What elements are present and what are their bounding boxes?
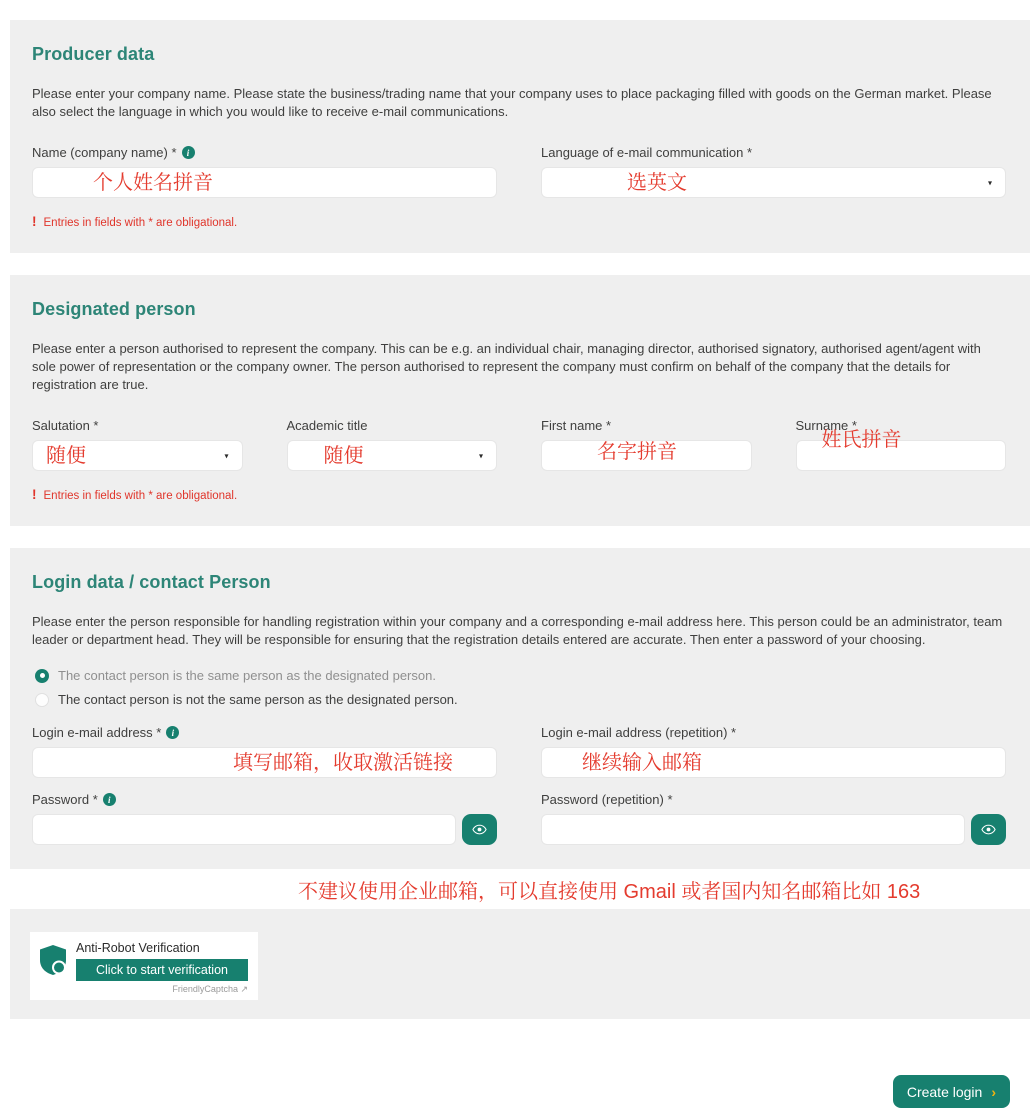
eye-icon (981, 824, 996, 835)
radio-unselected-icon (35, 693, 49, 707)
friendly-captcha-link[interactable]: FriendlyCaptcha ↗ (172, 984, 248, 994)
password-repetition-label (541, 792, 1006, 807)
producer-data-section (10, 20, 1030, 253)
login-email-repetition-field (541, 725, 1006, 778)
designated-warning-text: Entries in fields with * are obligational. (43, 490, 238, 502)
producer-required-warning (32, 214, 1006, 229)
radio-not-same-person-label: The contact person is not the same person as the designated person. (58, 692, 458, 707)
login-email-label-text: Login e-mail address * (32, 725, 162, 740)
login-email-repetition-input[interactable] (542, 748, 1005, 777)
login-section-description: Please enter the person responsible for handling registration within your company and a corresponding e-mail address here. This person could be an administrator, team leader or department head. They will be responsible for ensuring that the registration details entered are accurate. Then enter a password of your choosing. (32, 614, 1003, 647)
info-icon[interactable]: i (182, 146, 195, 159)
salutation-label-text: Salutation * (32, 418, 99, 433)
login-email-input[interactable] (33, 748, 496, 777)
email-language-annotation: 选英文 (627, 171, 687, 194)
academic-title-field (287, 418, 498, 471)
salutation-label (32, 418, 243, 433)
first-name-field (541, 418, 752, 471)
password-repetition-field (541, 792, 1006, 845)
designated-section-description: Please enter a person authorised to represent the company. This can be e.g. an individual chair, managing director, authorised signatory, authorised agent/agent with sole power of representation or the company owner. The person authorised to represent the company must confirm on behalf of the company that the details for registration are true. (32, 341, 981, 392)
company-name-label-text: Name (company name) * (32, 145, 177, 160)
salutation-annotation: 随便 (46, 444, 86, 467)
captcha-section (10, 909, 1030, 1019)
salutation-field (32, 418, 243, 471)
info-icon[interactable]: i (103, 793, 116, 806)
surname-annotation: 姓氏拼音 (821, 429, 902, 451)
exclamation-icon: ! (32, 487, 37, 502)
academic-title-label (287, 418, 498, 433)
first-name-label-text: First name * (541, 418, 612, 433)
login-email-repetition-label (541, 725, 1006, 740)
email-language-select[interactable] (541, 167, 1006, 198)
captcha-title: Anti-Robot Verification (76, 941, 200, 955)
email-advice-annotation: 不建议使用企业邮箱，可以直接使用 Gmail 或者国内知名邮箱比如 163 (298, 880, 921, 903)
exclamation-icon: ! (32, 214, 37, 229)
create-login-label: Create login (906, 1083, 983, 1100)
designated-required-warning (32, 487, 1006, 502)
password-label-text: Password * (32, 792, 98, 807)
producer-section-description: Please enter your company name. Please state the business/trading name that your company uses to place packaging filled with goods on the German market. Please also select the language in which you would like to receive e-mail communications. (32, 86, 992, 119)
academic-title-label-text: Academic title (286, 418, 368, 433)
surname-label-text: Surname * (795, 418, 857, 433)
designated-section-title: Designated person (32, 299, 196, 319)
producer-section-title: Producer data (32, 44, 155, 64)
first-name-label (541, 418, 752, 433)
radio-same-person-label: The contact person is the same person as the designated person. (58, 668, 436, 683)
chevron-down-icon: ▾ (478, 451, 483, 460)
login-data-section (10, 548, 1030, 869)
company-name-field (32, 145, 497, 198)
radio-selected-icon (35, 669, 49, 683)
chevron-down-icon: ▾ (224, 451, 229, 460)
login-email-label (32, 725, 497, 740)
radio-not-same-person[interactable] (35, 692, 1006, 707)
email-language-label (541, 145, 1006, 160)
password-field (32, 792, 497, 845)
contact-person-radio-group (35, 668, 1006, 707)
academic-title-select[interactable] (287, 440, 498, 471)
email-language-label-text: Language of e-mail communication * (541, 145, 753, 160)
info-icon[interactable]: i (166, 726, 179, 739)
designated-person-section (10, 275, 1030, 526)
surname-input[interactable] (797, 441, 1006, 470)
login-email-repetition-label-text: Login e-mail address (repetition) * (541, 725, 737, 740)
show-password-repetition-button[interactable] (971, 814, 1006, 845)
radio-same-person[interactable] (35, 668, 1006, 683)
academic-title-annotation: 随便 (323, 444, 364, 467)
password-label (32, 792, 497, 807)
first-name-input[interactable] (542, 441, 751, 470)
first-name-annotation: 名字拼音 (597, 441, 677, 464)
login-email-repetition-annotation: 继续输入邮箱 (582, 751, 702, 774)
surname-label (796, 418, 1007, 433)
login-section-title: Login data / contact Person (32, 572, 271, 592)
producer-warning-text: Entries in fields with * are obligational. (43, 217, 238, 229)
password-input[interactable] (33, 815, 455, 844)
company-name-label (32, 145, 497, 160)
start-verification-button[interactable]: Click to start verification (76, 959, 248, 981)
captcha-shield-icon (40, 941, 66, 995)
friendly-captcha-widget (30, 932, 258, 1000)
email-language-field (541, 145, 1006, 198)
footer-actions (10, 1019, 1030, 1108)
salutation-select[interactable] (32, 440, 243, 471)
login-email-annotation: 填写邮箱，收取激活链接 (233, 751, 453, 774)
chevron-down-icon: ▾ (987, 178, 992, 187)
company-name-annotation: 个人姓名拼音 (93, 171, 213, 194)
chevron-right-icon: › (991, 1083, 996, 1100)
password-repetition-label-text: Password (repetition) * (541, 792, 673, 807)
show-password-button[interactable] (462, 814, 497, 845)
eye-icon (472, 824, 487, 835)
password-repetition-input[interactable] (542, 815, 964, 844)
company-name-input[interactable] (33, 168, 496, 197)
login-email-field (32, 725, 497, 778)
surname-field (796, 418, 1007, 471)
create-login-button[interactable] (893, 1075, 1010, 1108)
